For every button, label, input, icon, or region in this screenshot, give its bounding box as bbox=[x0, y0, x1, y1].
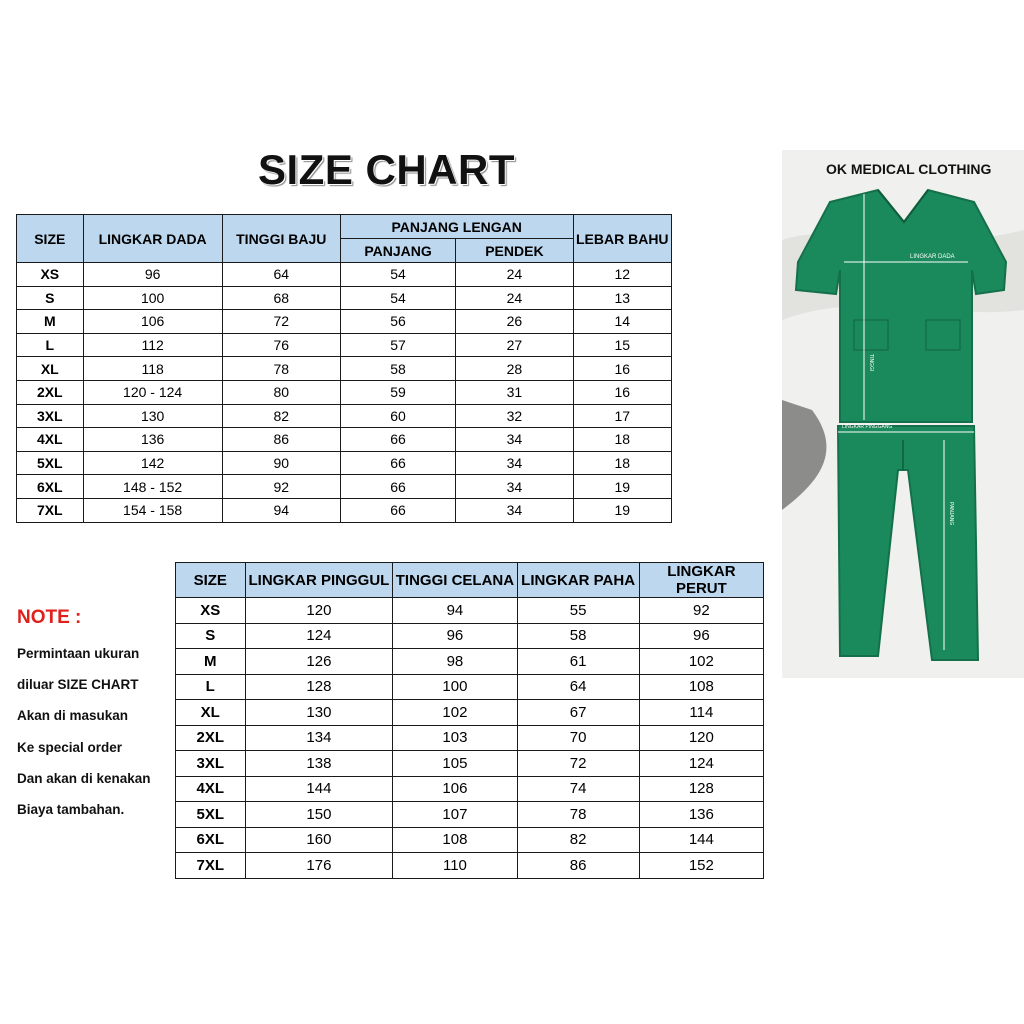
size-cell: 4XL bbox=[17, 428, 84, 452]
header-pendek: PENDEK bbox=[456, 239, 573, 263]
value-cell: 55 bbox=[517, 598, 639, 624]
value-cell: 124 bbox=[639, 751, 763, 777]
value-cell: 90 bbox=[222, 451, 340, 475]
value-cell: 105 bbox=[393, 751, 517, 777]
size-cell: 5XL bbox=[176, 802, 246, 828]
value-cell: 114 bbox=[639, 700, 763, 726]
value-cell: 27 bbox=[456, 333, 573, 357]
size-cell: 2XL bbox=[17, 380, 84, 404]
header-panjang: PANJANG bbox=[340, 239, 455, 263]
table-row bbox=[176, 700, 764, 726]
value-cell: 19 bbox=[573, 475, 671, 499]
size-cell: 3XL bbox=[176, 751, 246, 777]
size-cell: 5XL bbox=[17, 451, 84, 475]
value-cell: 66 bbox=[340, 451, 455, 475]
bottom-size-table bbox=[175, 562, 764, 879]
note-line: diluar SIZE CHART bbox=[17, 677, 139, 692]
value-cell: 130 bbox=[83, 404, 222, 428]
value-cell: 54 bbox=[340, 263, 455, 287]
value-cell: 24 bbox=[456, 286, 573, 310]
value-cell: 120 bbox=[639, 725, 763, 751]
table-row bbox=[176, 776, 764, 802]
size-cell: S bbox=[176, 623, 246, 649]
value-cell: 86 bbox=[222, 428, 340, 452]
size-cell: M bbox=[176, 649, 246, 675]
value-cell: 96 bbox=[639, 623, 763, 649]
header-lebar-bahu: LEBAR BAHU bbox=[573, 215, 671, 263]
table-row bbox=[17, 475, 672, 499]
value-cell: 98 bbox=[393, 649, 517, 675]
table-row bbox=[176, 802, 764, 828]
value-cell: 128 bbox=[639, 776, 763, 802]
value-cell: 112 bbox=[83, 333, 222, 357]
value-cell: 110 bbox=[393, 853, 517, 879]
value-cell: 78 bbox=[517, 802, 639, 828]
value-cell: 148 - 152 bbox=[83, 475, 222, 499]
value-cell: 26 bbox=[456, 310, 573, 334]
note-line: Akan di masukan bbox=[17, 708, 129, 723]
value-cell: 13 bbox=[573, 286, 671, 310]
value-cell: 64 bbox=[222, 263, 340, 287]
size-cell: 4XL bbox=[176, 776, 246, 802]
value-cell: 108 bbox=[393, 827, 517, 853]
table-row bbox=[17, 310, 672, 334]
label-tinggi: TINGGI bbox=[868, 354, 874, 372]
value-cell: 70 bbox=[517, 725, 639, 751]
value-cell: 107 bbox=[393, 802, 517, 828]
value-cell: 82 bbox=[517, 827, 639, 853]
header-size: SIZE bbox=[17, 215, 84, 263]
value-cell: 17 bbox=[573, 404, 671, 428]
value-cell: 57 bbox=[340, 333, 455, 357]
value-cell: 76 bbox=[222, 333, 340, 357]
value-cell: 92 bbox=[222, 475, 340, 499]
value-cell: 58 bbox=[340, 357, 455, 381]
value-cell: 59 bbox=[340, 380, 455, 404]
note-line: Permintaan ukuran bbox=[17, 646, 140, 661]
value-cell: 126 bbox=[245, 649, 393, 675]
value-cell: 78 bbox=[222, 357, 340, 381]
value-cell: 24 bbox=[456, 263, 573, 287]
header-panjang-lengan: PANJANG LENGAN bbox=[340, 215, 573, 239]
header-lingkar-perut: LINGKAR PERUT bbox=[639, 563, 763, 598]
table-row bbox=[17, 428, 672, 452]
value-cell: 34 bbox=[456, 498, 573, 522]
value-cell: 136 bbox=[83, 428, 222, 452]
value-cell: 136 bbox=[639, 802, 763, 828]
value-cell: 34 bbox=[456, 451, 573, 475]
value-cell: 58 bbox=[517, 623, 639, 649]
table-row bbox=[17, 451, 672, 475]
header-size: SIZE bbox=[176, 563, 246, 598]
brand-label: OK MEDICAL CLOTHING bbox=[826, 161, 992, 177]
value-cell: 18 bbox=[573, 451, 671, 475]
table-row bbox=[176, 649, 764, 675]
value-cell: 118 bbox=[83, 357, 222, 381]
table-row bbox=[17, 404, 672, 428]
value-cell: 34 bbox=[456, 475, 573, 499]
size-cell: L bbox=[17, 333, 84, 357]
size-cell: XS bbox=[17, 263, 84, 287]
value-cell: 150 bbox=[245, 802, 393, 828]
table-row bbox=[176, 598, 764, 624]
value-cell: 72 bbox=[222, 310, 340, 334]
value-cell: 92 bbox=[639, 598, 763, 624]
value-cell: 82 bbox=[222, 404, 340, 428]
note-line: Biaya tambahan. bbox=[17, 802, 125, 817]
value-cell: 103 bbox=[393, 725, 517, 751]
value-cell: 106 bbox=[83, 310, 222, 334]
table-row bbox=[17, 357, 672, 381]
size-cell: XL bbox=[176, 700, 246, 726]
value-cell: 96 bbox=[393, 623, 517, 649]
size-cell: 3XL bbox=[17, 404, 84, 428]
size-cell: 2XL bbox=[176, 725, 246, 751]
size-cell: 6XL bbox=[176, 827, 246, 853]
size-cell: S bbox=[17, 286, 84, 310]
value-cell: 100 bbox=[393, 674, 517, 700]
value-cell: 19 bbox=[573, 498, 671, 522]
value-cell: 134 bbox=[245, 725, 393, 751]
value-cell: 142 bbox=[83, 451, 222, 475]
header-lingkar-pinggul: LINGKAR PINGGUL bbox=[245, 563, 393, 598]
size-cell: XL bbox=[17, 357, 84, 381]
value-cell: 108 bbox=[639, 674, 763, 700]
value-cell: 152 bbox=[639, 853, 763, 879]
value-cell: 102 bbox=[639, 649, 763, 675]
value-cell: 120 bbox=[245, 598, 393, 624]
value-cell: 144 bbox=[639, 827, 763, 853]
value-cell: 120 - 124 bbox=[83, 380, 222, 404]
value-cell: 66 bbox=[340, 428, 455, 452]
value-cell: 130 bbox=[245, 700, 393, 726]
size-cell: 7XL bbox=[176, 853, 246, 879]
value-cell: 160 bbox=[245, 827, 393, 853]
value-cell: 31 bbox=[456, 380, 573, 404]
value-cell: 74 bbox=[517, 776, 639, 802]
value-cell: 66 bbox=[340, 475, 455, 499]
value-cell: 16 bbox=[573, 380, 671, 404]
table-row bbox=[17, 263, 672, 287]
value-cell: 154 - 158 bbox=[83, 498, 222, 522]
value-cell: 12 bbox=[573, 263, 671, 287]
size-cell: 6XL bbox=[17, 475, 84, 499]
table-row bbox=[17, 286, 672, 310]
value-cell: 94 bbox=[393, 598, 517, 624]
value-cell: 61 bbox=[517, 649, 639, 675]
top-size-table bbox=[16, 214, 672, 523]
table-row bbox=[176, 751, 764, 777]
value-cell: 96 bbox=[83, 263, 222, 287]
value-cell: 86 bbox=[517, 853, 639, 879]
table-row bbox=[176, 853, 764, 879]
table-row bbox=[17, 333, 672, 357]
value-cell: 15 bbox=[573, 333, 671, 357]
note-line: Ke special order bbox=[17, 740, 123, 755]
size-cell: 7XL bbox=[17, 498, 84, 522]
value-cell: 176 bbox=[245, 853, 393, 879]
label-panjang: PANJANG bbox=[948, 502, 954, 526]
value-cell: 80 bbox=[222, 380, 340, 404]
value-cell: 54 bbox=[340, 286, 455, 310]
value-cell: 18 bbox=[573, 428, 671, 452]
table-row bbox=[176, 674, 764, 700]
table-row bbox=[17, 380, 672, 404]
value-cell: 32 bbox=[456, 404, 573, 428]
page-title: SIZE CHART bbox=[258, 146, 515, 193]
value-cell: 144 bbox=[245, 776, 393, 802]
scrub-illustration bbox=[782, 150, 1024, 678]
value-cell: 68 bbox=[222, 286, 340, 310]
table-row bbox=[176, 827, 764, 853]
value-cell: 106 bbox=[393, 776, 517, 802]
size-cell: M bbox=[17, 310, 84, 334]
note-title: NOTE : bbox=[17, 607, 82, 628]
value-cell: 14 bbox=[573, 310, 671, 334]
value-cell: 72 bbox=[517, 751, 639, 777]
value-cell: 128 bbox=[245, 674, 393, 700]
value-cell: 66 bbox=[340, 498, 455, 522]
product-image bbox=[782, 150, 1024, 678]
value-cell: 100 bbox=[83, 286, 222, 310]
value-cell: 28 bbox=[456, 357, 573, 381]
size-cell: L bbox=[176, 674, 246, 700]
label-lingkar-dada: LINGKAR DADA bbox=[910, 254, 955, 260]
note-line: Dan akan di kenakan bbox=[17, 771, 151, 786]
size-cell: XS bbox=[176, 598, 246, 624]
header-lingkar-dada: LINGKAR DADA bbox=[83, 215, 222, 263]
header-lingkar-paha: LINGKAR PAHA bbox=[517, 563, 639, 598]
table-row bbox=[176, 725, 764, 751]
value-cell: 64 bbox=[517, 674, 639, 700]
header-tinggi-baju: TINGGI BAJU bbox=[222, 215, 340, 263]
table-row bbox=[176, 623, 764, 649]
value-cell: 94 bbox=[222, 498, 340, 522]
header-tinggi-celana: TINGGI CELANA bbox=[393, 563, 517, 598]
value-cell: 138 bbox=[245, 751, 393, 777]
table-row bbox=[17, 498, 672, 522]
value-cell: 16 bbox=[573, 357, 671, 381]
value-cell: 102 bbox=[393, 700, 517, 726]
value-cell: 34 bbox=[456, 428, 573, 452]
label-lingkar-pinggang: LINGKAR PINGGANG bbox=[842, 424, 893, 430]
value-cell: 56 bbox=[340, 310, 455, 334]
value-cell: 124 bbox=[245, 623, 393, 649]
value-cell: 67 bbox=[517, 700, 639, 726]
value-cell: 60 bbox=[340, 404, 455, 428]
